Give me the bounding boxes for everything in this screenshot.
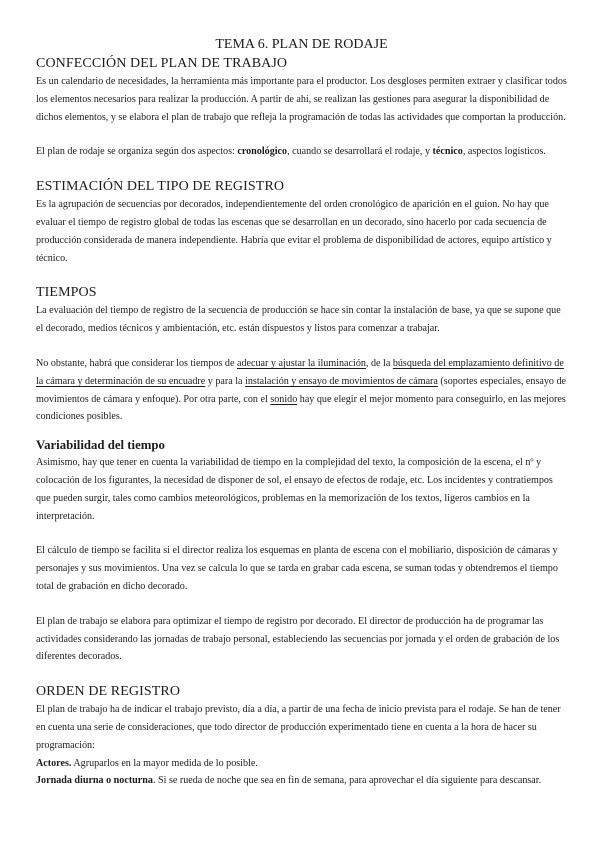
section-heading-orden: ORDEN DE REGISTRO [36, 684, 181, 700]
bold-term: Actores. [36, 757, 72, 769]
paragraph: Asimismo, hay que tener en cuenta la variabilidad de tiempo en la complejidad del texto, la composición de la escena, el nº y colocación de los figurantes, la necesidad de disponer de sol, el ensayo de efectos de rodaje, etc. Los incidentes y contratiempos que pueden surgir, tales como cambios meteorológicos, problemas en la memorización de los textos, ligeros cambios en la interpretación. [36, 457, 553, 522]
page-title: TEMA 6. PLAN DE RODAJE [215, 37, 388, 52]
underlined-term: búsqueda del emplazamiento definitivo de la cámara y determinación de su encuadre [36, 357, 564, 387]
underlined-term: sonido [270, 393, 298, 405]
bold-term: Jornada diurna o nocturna [36, 775, 153, 787]
paragraph: La evaluación del tiempo de registro de la secuencia de producción se hace sin contar la instalación de base, ya que se supone que el decorado, medios técnicos y ambientación, etc. están dispuestos y listos para comenzar a trabajar. [36, 305, 561, 335]
underlined-term: adecuar y ajustar la iluminación [236, 357, 366, 369]
paragraph: No obstante, habrá que considerar los tiempos de adecuar y ajustar la iluminación, de la búsqueda del emplazamiento definitivo de la cámara y determinación de su encuadre y para la instalación y ensayo de movimientos de cámara (soportes especiales, ensayo de movimientos de cámara y enfoque). Por otra parte, con el sonido hay que elegir el mejor momento para conseguirlo, en las mejores condiciones posibles. [36, 357, 566, 423]
paragraph: Es la agrupación de secuencias por decorados, independientemente del orden cronológico de aparición en el guion. No hay que evaluar el tiempo de registro global de todas las escenas que se desarrollan en un decorado, sino hacerlo por cada secuencia de producción considerada de manera independiente. Habría que evitar el problema de disponibilidad de actores, equipo artístico y técnico. [36, 199, 552, 264]
list-item: Actores. Agruparlos en la mayor medida de lo posible. [36, 757, 258, 769]
paragraph: El plan de trabajo ha de indicar el trabajo previsto, día a día, a partir de una fecha de inicio prevista para el rodaje. Se han de tener en cuenta una serie de consideraciones, que todo director de producción experimentado tiene en cuenta a la hora de hacer su programación: [36, 704, 561, 751]
section-heading-confeccion: CONFECCIÓN DEL PLAN DE TRABAJO [36, 56, 288, 71]
paragraph: El plan de rodaje se organiza según dos aspectos: cronológico, cuando se desarrollará el rodaje, y técnico, aspectos logísticos. [36, 146, 546, 158]
document-page [36, 36, 567, 790]
section-heading-estimacion: ESTIMACIÓN DEL TIPO DE REGISTRO [36, 179, 285, 195]
underlined-term: instalación y ensayo de movimientos de cámara [245, 375, 438, 387]
section-heading-tiempos: TIEMPOS [36, 285, 97, 301]
list-item: Jornada diurna o nocturna. Si se rueda de noche que sea en fin de semana, para aprovechar el día siguiente para descansar. [36, 775, 542, 787]
paragraph: El cálculo de tiempo se facilita si el director realiza los esquemas en planta de escena con el mobiliario, disposición de cámaras y personajes y sus movimientos. Una vez se calcula lo que se tarda en grabar cada escena, se suman todas y obtendremos el tiempo total de grabación en dicho decorado. [36, 545, 558, 592]
paragraph: Es un calendario de necesidades, la herramienta más importante para el productor. Los desgloses permiten extraer y clasificar todos los elementos necesarios para realizar la producción. A partir de ahí, se realizan las gestiones para asegurar la disponibilidad de dichos elementos, y se elabora el plan de trabajo que refleja la programación de todas las actividades que comportan la producción. [36, 76, 567, 123]
paragraph: El plan de trabajo se elabora para optimizar el tiempo de registro por decorado. El director de producción ha de programar las actividades considerando las jornadas de trabajo personal, estableciendo las secuencias por jornada y el orden de grabación de los diferentes decorados. [36, 615, 560, 663]
subsection-heading-variabilidad: Variabilidad del tiempo [36, 438, 165, 453]
bold-term: cronológico [237, 146, 288, 158]
bold-term: técnico [432, 146, 463, 158]
